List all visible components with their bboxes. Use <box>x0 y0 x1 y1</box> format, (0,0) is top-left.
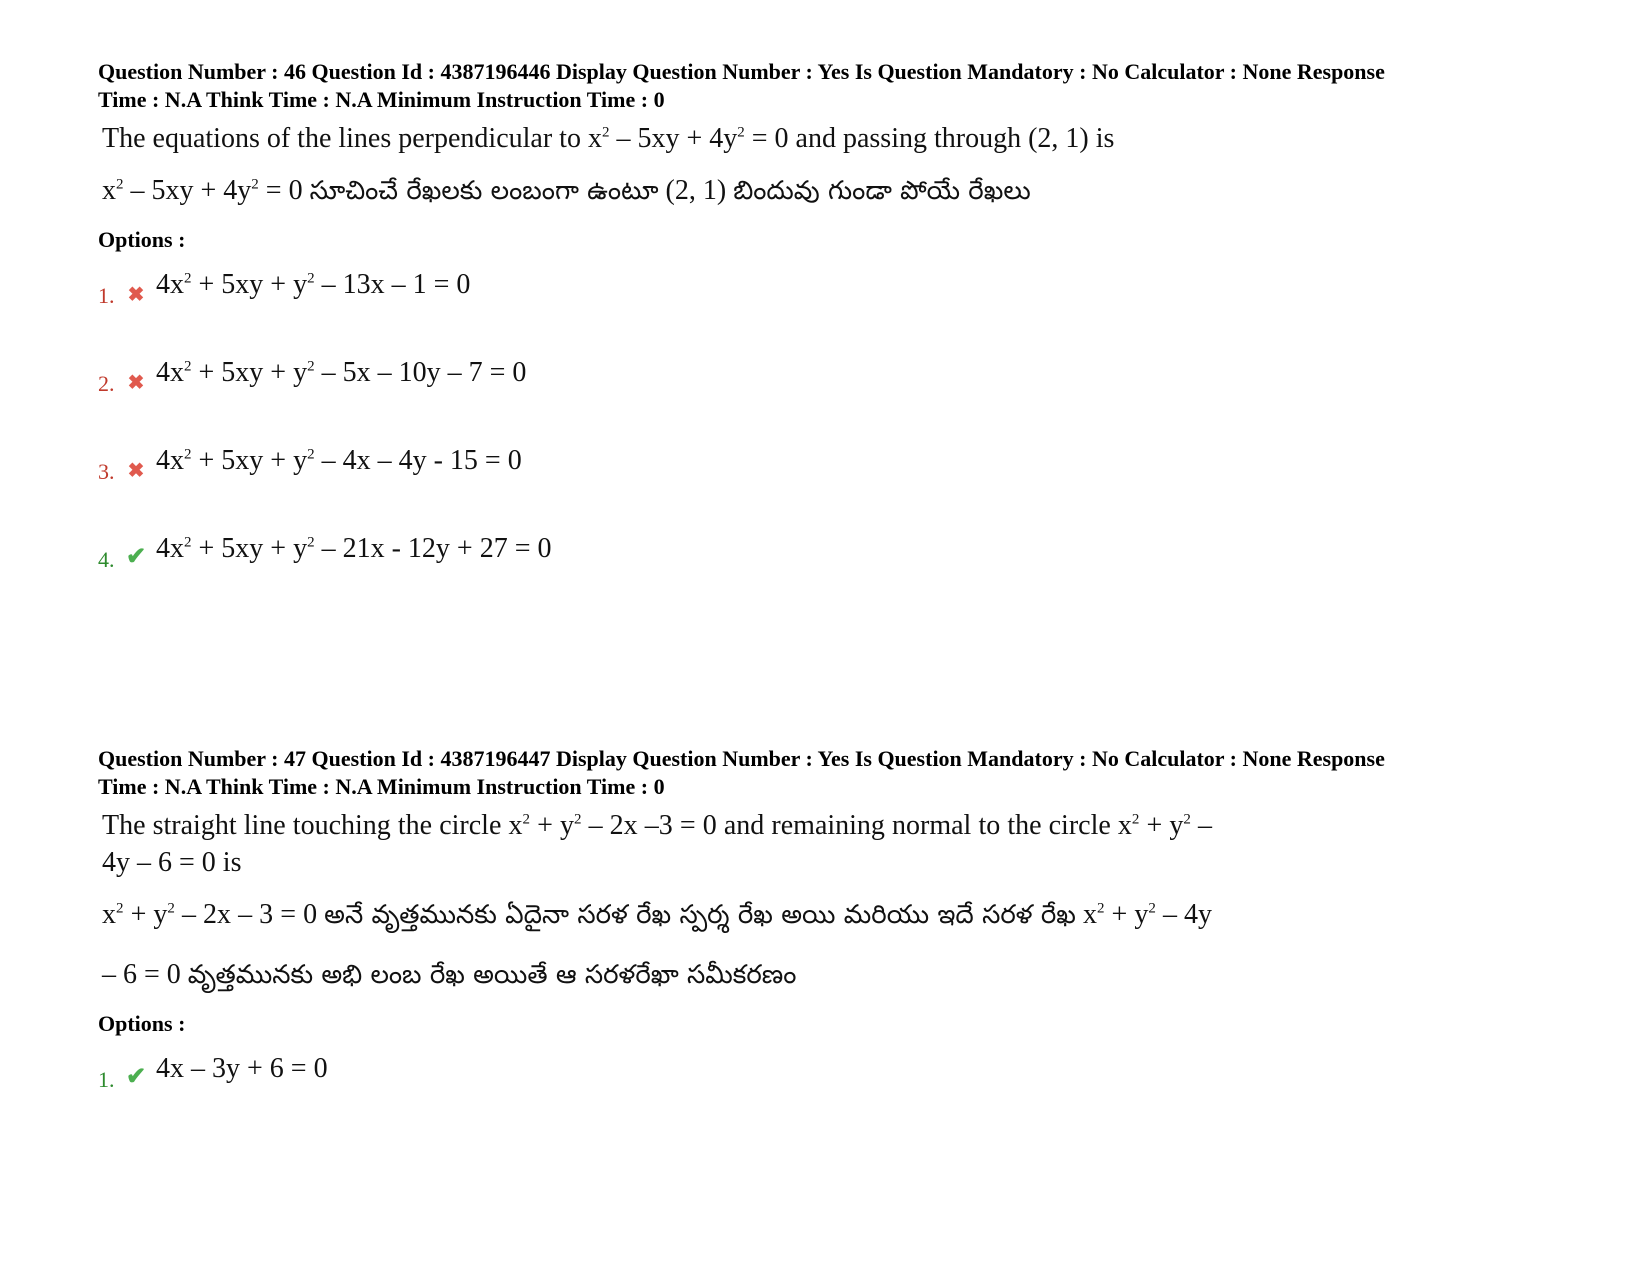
question-meta <box>98 58 1578 114</box>
option-number: 2. <box>98 371 115 396</box>
option-number: 1. <box>98 283 115 308</box>
options-list <box>98 1037 1578 1095</box>
options-label: Options : <box>98 1011 186 1036</box>
question-stem-telugu: $x^2 + y^2 - 2x - 3 = 0$ అనే వృత్తమునకు ఏదైనా సరళ రేఖ స్పర్శ రేఖ అయి మరియు ఇదే సరళ రేఖ $x^2 + y^2 - 4y - 6 = 0$ వృత్తమునకు అభి లంబ రేఖ అయితే ఆ సరళరేఖా సమీకరణం <box>102 899 1213 990</box>
cross-icon: ✖ <box>127 284 145 306</box>
option-1[interactable] <box>98 1037 1578 1095</box>
option-3[interactable] <box>98 399 1578 487</box>
meta-line-1: Question Number : 46 Question Id : 4387196446 Display Question Number : Yes Is Question Mandatory : No Calculator : None Response <box>98 59 1385 84</box>
option-2[interactable] <box>98 311 1578 399</box>
cross-icon: ✖ <box>127 372 145 394</box>
meta-line-1: Question Number : 47 Question Id : 4387196447 Display Question Number : Yes Is Question Mandatory : No Calculator : None Response <box>98 746 1385 771</box>
check-icon: ✔ <box>125 544 147 570</box>
option-text: $4x^2 + 5xy + y^2 - 4x - 4y - 15 = 0$ <box>156 445 522 476</box>
check-icon: ✔ <box>125 1064 147 1090</box>
option-text: 4x – 3y + 6 = 0 <box>156 1053 328 1084</box>
option-1[interactable] <box>98 253 1578 311</box>
question-46 <box>98 58 1578 575</box>
meta-line-2: Time : N.A Think Time : N.A Minimum Instruction Time : 0 <box>98 87 665 112</box>
options-list <box>98 253 1578 575</box>
question-stem-english: The straight line touching the circle $x^2 + y^2 - 2x$ –3 = 0 and remaining normal to the circle $x^2 + y^2 - 4y - 6 = 0$ is <box>102 810 1213 878</box>
question-stem-telugu: $x^2 - 5xy + 4y^2 = 0$ సూచించే రేఖలకు లంబంగా ఉంటూ (2, 1) బిందువు గుండా పోయే రేఖలు <box>102 175 1031 206</box>
cross-icon: ✖ <box>127 460 145 482</box>
question-stem-english: The equations of the lines perpendicular to $x^2 - 5xy + 4y^2 = 0$ and passing through (2, 1) is <box>102 123 1115 154</box>
meta-line-2: Time : N.A Think Time : N.A Minimum Instruction Time : 0 <box>98 774 665 799</box>
option-number: 3. <box>98 459 115 484</box>
option-4[interactable] <box>98 487 1578 575</box>
question-47 <box>98 745 1578 1095</box>
option-text: $4x^2 + 5xy + y^2 - 5x - 10y - 7 = 0$ <box>156 357 527 388</box>
question-meta <box>98 745 1578 801</box>
options-label: Options : <box>98 227 186 252</box>
option-text: $4x^2 + 5xy + y^2 - 13x - 1 = 0$ <box>156 269 471 300</box>
option-text: $4x^2 + 5xy + y^2 - 21x - 12y + 27 = 0$ <box>156 533 552 564</box>
option-number: 1. <box>98 1067 115 1092</box>
option-number: 4. <box>98 547 115 572</box>
